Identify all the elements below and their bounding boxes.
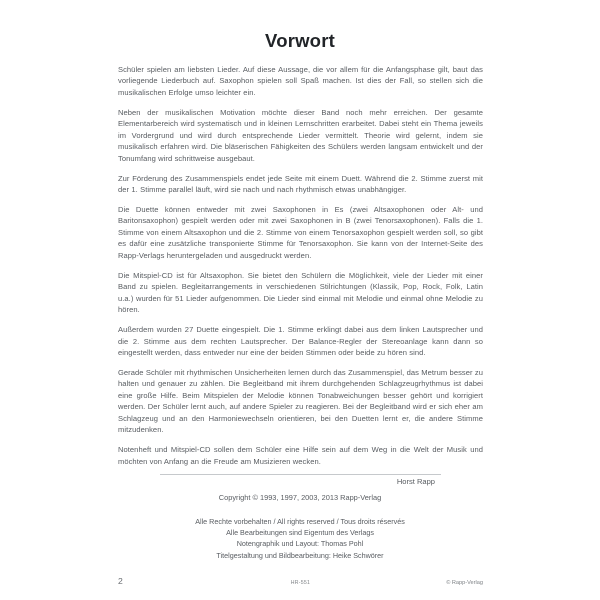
page-number: 2	[118, 576, 123, 586]
credit-line: Alle Bearbeitungen sind Eigentum des Verlags	[226, 528, 374, 538]
paragraph: Die Duette können entweder mit zwei Saxophonen in Es (zwei Altsaxophonen oder Alt- und Baritonsaxophon) gespielt werden oder mit zwei Saxophonen in B (zwei Tenorsaxophonen). Falls die 1. Stimme von einem Altsaxophon und die 2. Stimme von einem Tenorsaxophon gespielt werden soll, so gibt es dafür eine zusätzliche transponierte Stimme für Tenorsaxophon. Sie kann von der Internet-Seite des Rapp-Verlags heruntergeladen und ausgedruckt werden.	[118, 205, 483, 260]
page-title: Vorwort	[265, 30, 335, 51]
copyright-notice: Copyright © 1993, 1997, 2003, 2013 Rapp-Verlag	[218, 493, 382, 502]
paragraph: Schüler spielen am liebsten Lieder. Auf diese Aussage, die vor allem für die Anfangsphase gilt, baut das vorliegende Liederbuch auf. Saxophon spielen soll Spaß machen. Ist dies der Fall, so stellen sich die musikalischen Erfolge umso leichter ein.	[118, 65, 483, 97]
publisher-mark: © Rapp-Verlag	[446, 580, 483, 586]
colophon-block	[0, 492, 600, 561]
body-text-block	[118, 64, 483, 487]
edition-code: HR-551	[290, 580, 311, 586]
page-footer	[118, 576, 483, 586]
paragraph: Gerade Schüler mit rhythmischen Unsicherheiten lernen durch das Zusammenspiel, das Metrum besser zu halten und genauer zu zählen. Die Begleitband mit ihrem durchgehenden Schlagzeugrhythmus ist dabei eine große Hilfe. Beim Mitspielen der Melodie können Tonabweichungen besser gehört und korrigiert werden. Der Schüler lernt auch, auf andere Spieler zu reagieren. Bei der Begleitband wird er sich eher am Schlagzeug und an den Harmoniewechseln orientieren, bei den Duetten lernt er, die andere Stimme mitzudenken.	[118, 367, 483, 435]
section-divider	[160, 474, 441, 475]
credit-line: Notengraphik und Layout: Thomas Pohl	[236, 539, 364, 549]
credit-line: Alle Rechte vorbehalten / All rights reserved / Tous droits réservés	[195, 517, 405, 526]
paragraph: Zur Förderung des Zusammenspiels endet jede Seite mit einem Duett. Während die 2. Stimme zuerst mit der 1. Stimme parallel läuft, wird sie nach und nach rhythmisch etwas unabhängiger.	[118, 173, 483, 195]
author-signature: Horst Rapp	[396, 476, 435, 486]
paragraph: Notenheft und Mitspiel-CD sollen dem Schüler eine Hilfe sein auf dem Weg in die Welt der Musik und möchten von Anfang an die Freude am Musizieren wecken.	[118, 445, 483, 466]
paragraph: Außerdem wurden 27 Duette eingespielt. Die 1. Stimme erklingt dabei aus dem linken Lautsprecher und die 2. Stimme aus dem rechten Lautsprecher. Der Balance-Regler der Stereoanlage kann dann so eingestellt werden, dass entweder nur eine der beiden Stimmen oder beide zu hören sind.	[118, 325, 483, 358]
paragraph: Die Mitspiel-CD ist für Altsaxophon. Sie bietet den Schülern die Möglichkeit, viele der Lieder mit einer Band zu spielen. Begleitarrangements in verschiedenen Stilrichtungen (Klassik, Pop, Rock, Folk, Latin u.a.) wurden für 51 Lieder aufgenommen. Die Lieder sind einmal mit Melodie und einmal ohne Melodie zu hören.	[118, 270, 483, 315]
credit-line: Titelgestaltung und Bildbearbeitung: Heike Schwörer	[216, 550, 384, 560]
paragraph: Neben der musikalischen Motivation möchte dieser Band noch mehr erreichen. Der gesamte Elementarbereich wird systematisch und in kleinen Lernschritten erarbeitet. Dabei steht ein Thema jeweils im Vordergrund und wird durch entsprechende Lieder vermittelt. Theorie wird gelernt, indem sie musikalisch erfahren wird. Die bläserischen Fähigkeiten des Schülers werden langsam entwickelt und der Tonumfang wird schrittweise ausgebaut.	[118, 107, 483, 163]
